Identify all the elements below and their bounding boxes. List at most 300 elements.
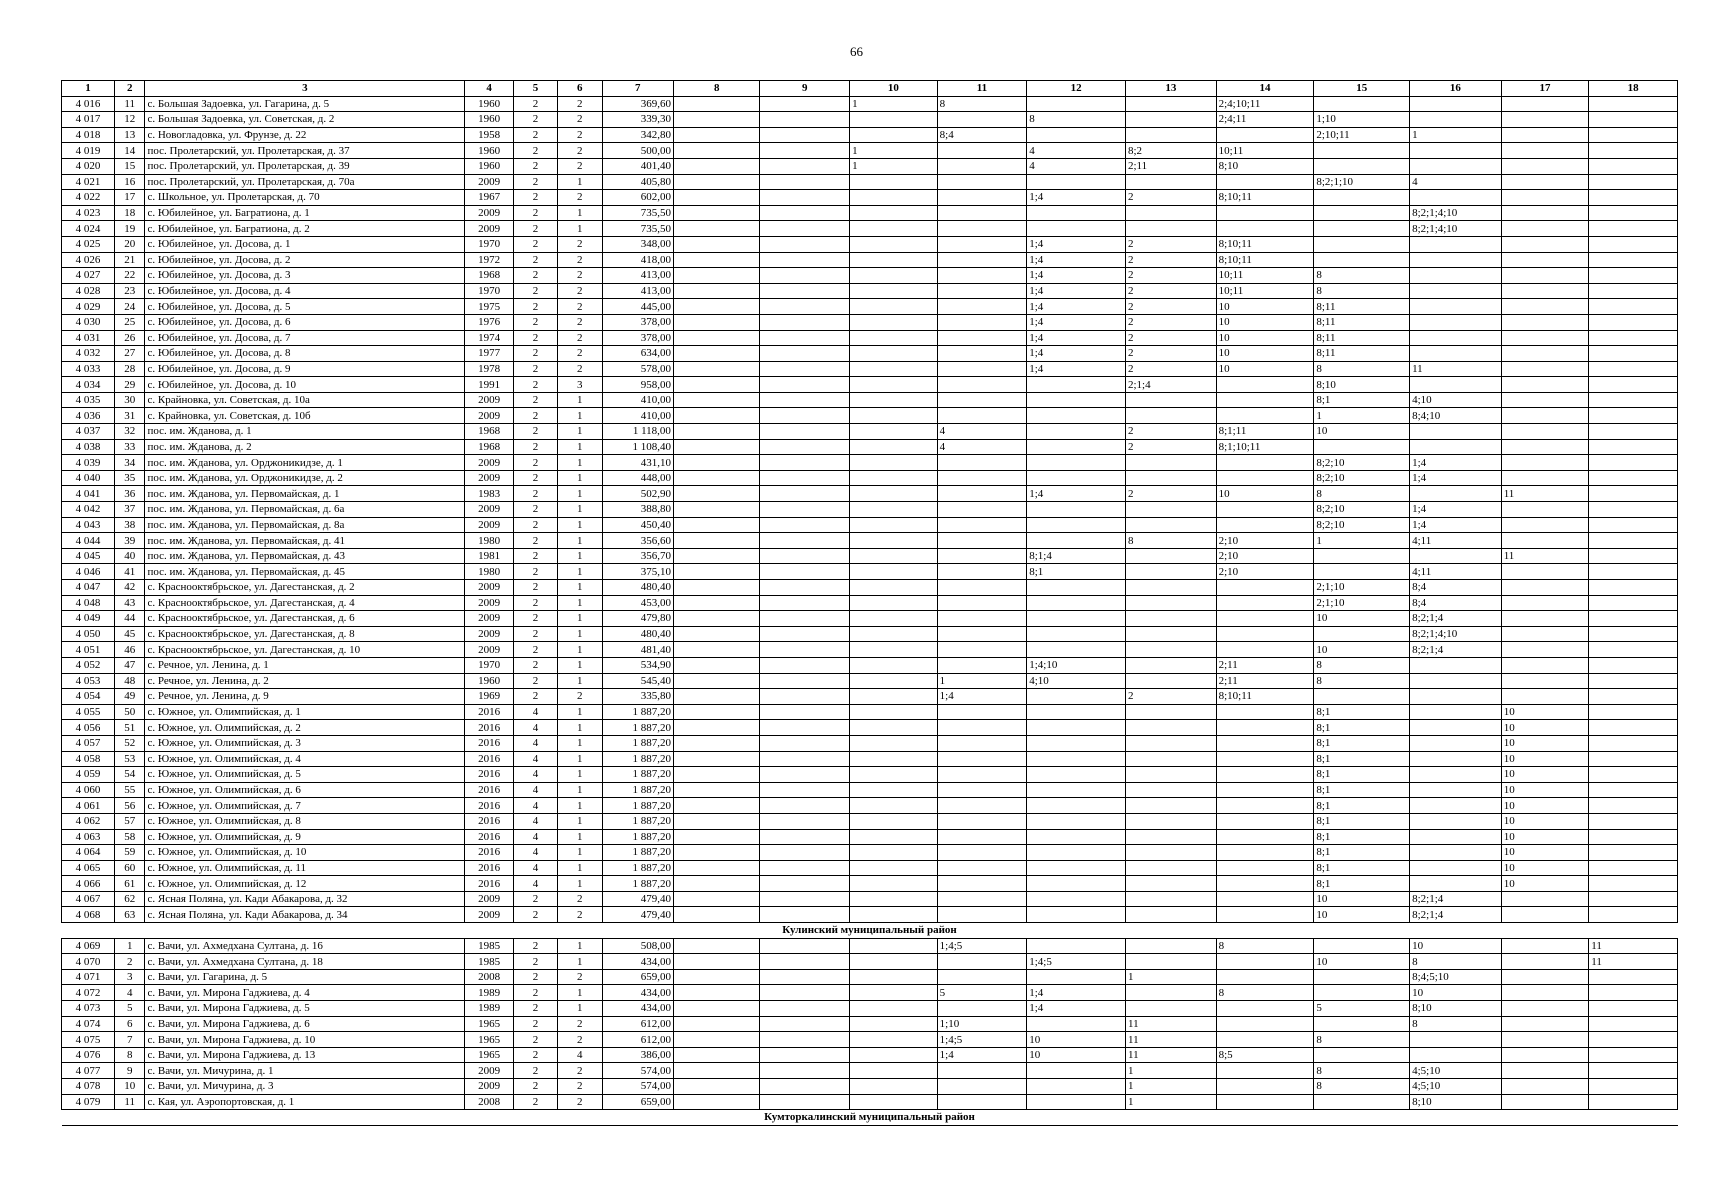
table-cell	[1126, 673, 1217, 689]
table-cell: 1;4	[1410, 455, 1502, 471]
table-cell: 8;1	[1314, 751, 1410, 767]
table-cell: 4 032	[62, 346, 115, 362]
table-cell	[1126, 860, 1217, 876]
table-cell	[850, 330, 938, 346]
table-cell	[1314, 158, 1410, 174]
table-cell: 1	[1314, 533, 1410, 549]
column-header: 8	[673, 81, 760, 97]
table-cell	[850, 1001, 938, 1017]
table-cell	[1314, 236, 1410, 252]
table-cell: 2	[557, 1079, 602, 1095]
table-cell: 8;4	[1410, 580, 1502, 596]
table-cell: пос. им. Жданова, ул. Первомайская, д. 6а	[145, 502, 465, 518]
table-cell: 11	[1126, 1047, 1217, 1063]
table-cell	[1216, 1063, 1314, 1079]
table-cell: 1;4	[1027, 299, 1126, 315]
table-cell: с. Большая Задоевка, ул. Советская, д. 2	[145, 112, 465, 128]
table-row	[62, 1094, 1678, 1110]
table-cell	[673, 720, 760, 736]
table-cell: 2	[514, 533, 558, 549]
table-cell	[1126, 96, 1217, 112]
table-cell: 4 020	[62, 158, 115, 174]
district-name: Кулинский муниципальный район	[62, 923, 1678, 939]
table-cell	[1410, 876, 1502, 892]
table-cell	[1216, 1001, 1314, 1017]
table-cell: с. Крайновка, ул. Советская, д. 10б	[145, 408, 465, 424]
table-cell	[1314, 1094, 1410, 1110]
table-cell: 10	[1501, 829, 1589, 845]
table-cell: 8	[1410, 954, 1502, 970]
table-cell	[1126, 657, 1217, 673]
table-cell: 2009	[465, 205, 514, 221]
table-cell	[1410, 829, 1502, 845]
table-cell: 30	[114, 392, 145, 408]
table-cell	[1027, 798, 1126, 814]
table-cell	[1216, 1079, 1314, 1095]
column-header: 3	[145, 81, 465, 97]
table-cell: 4	[514, 876, 558, 892]
table-cell: пос. им. Жданова, д. 1	[145, 424, 465, 440]
table-cell	[1126, 455, 1217, 471]
table-cell: 10	[1314, 954, 1410, 970]
table-cell	[850, 346, 938, 362]
table-cell	[1126, 782, 1217, 798]
table-cell	[760, 798, 850, 814]
table-cell	[1027, 1016, 1126, 1032]
table-cell	[1216, 876, 1314, 892]
table-cell	[1314, 143, 1410, 159]
table-cell	[1314, 1016, 1410, 1032]
table-cell: 1983	[465, 486, 514, 502]
table-cell	[673, 595, 760, 611]
table-cell: 4 026	[62, 252, 115, 268]
table-cell: 2;10;11	[1314, 127, 1410, 143]
table-cell: 8;4	[937, 127, 1027, 143]
table-cell: 1	[557, 1001, 602, 1017]
table-cell: 8	[1410, 1016, 1502, 1032]
table-cell: 4 049	[62, 611, 115, 627]
table-cell: 1989	[465, 1001, 514, 1017]
table-cell	[1501, 127, 1589, 143]
table-cell	[1410, 860, 1502, 876]
table-cell: 41	[114, 564, 145, 580]
table-cell	[850, 689, 938, 705]
table-cell	[673, 611, 760, 627]
table-cell: 2016	[465, 845, 514, 861]
table-cell: пос. Пролетарский, ул. Пролетарская, д. 39	[145, 158, 465, 174]
table-cell: 1	[1126, 1094, 1217, 1110]
table-cell	[1589, 1079, 1678, 1095]
table-cell: 4	[557, 1047, 602, 1063]
table-cell: 1981	[465, 548, 514, 564]
table-cell	[1501, 657, 1589, 673]
table-cell	[1027, 1079, 1126, 1095]
table-cell: 8;1	[1314, 704, 1410, 720]
table-cell: 4	[514, 845, 558, 861]
table-cell	[1126, 985, 1217, 1001]
table-cell: 4	[114, 985, 145, 1001]
table-cell	[850, 829, 938, 845]
table-cell: 8;2;1;4;10	[1410, 626, 1502, 642]
table-cell	[937, 657, 1027, 673]
table-cell	[1410, 158, 1502, 174]
table-cell	[1027, 938, 1126, 954]
table-cell	[1410, 751, 1502, 767]
table-cell	[1410, 439, 1502, 455]
table-cell: 1;4	[1027, 252, 1126, 268]
table-cell	[1216, 1094, 1314, 1110]
table-cell	[760, 470, 850, 486]
table-cell: 2	[514, 969, 558, 985]
table-cell: 8;10;11	[1216, 252, 1314, 268]
table-cell	[1501, 1047, 1589, 1063]
table-cell: 2	[514, 985, 558, 1001]
column-header: 14	[1216, 81, 1314, 97]
table-cell: 448,00	[602, 470, 673, 486]
table-cell	[1027, 860, 1126, 876]
table-cell: 8;1	[1314, 735, 1410, 751]
table-cell	[760, 143, 850, 159]
table-cell: 1	[557, 704, 602, 720]
table-cell: 2	[514, 486, 558, 502]
table-cell: 10	[1314, 611, 1410, 627]
table-cell: 4;5;10	[1410, 1063, 1502, 1079]
table-cell: 2	[514, 408, 558, 424]
table-cell	[1410, 767, 1502, 783]
table-cell: 2;10	[1216, 548, 1314, 564]
table-cell	[937, 642, 1027, 658]
table-cell: 8;10	[1410, 1094, 1502, 1110]
table-cell: 40	[114, 548, 145, 564]
table-cell: 1976	[465, 314, 514, 330]
table-cell: 2	[514, 673, 558, 689]
table-cell	[673, 517, 760, 533]
table-cell: 8	[1314, 657, 1410, 673]
table-cell	[760, 112, 850, 128]
table-cell: 10	[114, 1079, 145, 1095]
table-row	[62, 1063, 1678, 1079]
table-cell: 1989	[465, 985, 514, 1001]
table-cell: 1;4	[1027, 268, 1126, 284]
table-cell	[937, 782, 1027, 798]
table-cell	[760, 377, 850, 393]
table-cell: 4 073	[62, 1001, 115, 1017]
table-cell: 1980	[465, 533, 514, 549]
table-cell	[850, 470, 938, 486]
table-cell	[760, 845, 850, 861]
table-cell	[760, 735, 850, 751]
table-cell	[1410, 798, 1502, 814]
table-cell: 1	[557, 985, 602, 1001]
table-cell: 2	[1126, 299, 1217, 315]
table-cell: 1 887,20	[602, 767, 673, 783]
table-cell: 2	[514, 299, 558, 315]
table-cell: 10	[1501, 860, 1589, 876]
table-cell	[1501, 158, 1589, 174]
table-cell: 2	[514, 626, 558, 642]
table-cell: 2	[1126, 486, 1217, 502]
table-cell: с. Речное, ул. Ленина, д. 9	[145, 689, 465, 705]
table-cell	[760, 190, 850, 206]
table-cell: 10	[1501, 704, 1589, 720]
table-cell	[1216, 470, 1314, 486]
table-cell	[1589, 190, 1678, 206]
table-cell: 34	[114, 455, 145, 471]
table-cell	[1410, 112, 1502, 128]
table-cell	[1216, 704, 1314, 720]
table-cell	[1589, 689, 1678, 705]
table-cell: 4 034	[62, 377, 115, 393]
table-cell	[1501, 580, 1589, 596]
table-cell: 1	[557, 221, 602, 237]
table-cell: 8;11	[1314, 330, 1410, 346]
table-cell	[1589, 860, 1678, 876]
table-cell	[1126, 704, 1217, 720]
table-cell	[760, 1032, 850, 1048]
table-cell: 8	[1216, 938, 1314, 954]
table-cell	[1589, 236, 1678, 252]
table-cell: пос. им. Жданова, ул. Первомайская, д. 45	[145, 564, 465, 580]
table-cell	[1314, 190, 1410, 206]
table-cell: 55	[114, 782, 145, 798]
table-cell: 8;1	[1314, 392, 1410, 408]
table-cell	[1314, 969, 1410, 985]
table-cell	[937, 798, 1027, 814]
table-cell: 2009	[465, 891, 514, 907]
table-cell: 2	[514, 143, 558, 159]
table-cell: 57	[114, 813, 145, 829]
table-cell	[760, 1063, 850, 1079]
table-cell	[673, 96, 760, 112]
table-cell: 405,80	[602, 174, 673, 190]
table-cell: 8	[1314, 283, 1410, 299]
table-cell	[1216, 1016, 1314, 1032]
table-cell	[1216, 829, 1314, 845]
table-cell	[1216, 782, 1314, 798]
table-cell	[1589, 283, 1678, 299]
table-cell	[1589, 813, 1678, 829]
table-cell	[850, 268, 938, 284]
table-cell	[1126, 502, 1217, 518]
table-row	[62, 236, 1678, 252]
table-cell: 1;4	[1410, 517, 1502, 533]
table-cell: 1	[557, 860, 602, 876]
table-cell: 602,00	[602, 190, 673, 206]
table-row	[62, 767, 1678, 783]
table-cell: 10	[1216, 486, 1314, 502]
table-cell: 47	[114, 657, 145, 673]
table-cell: 2	[514, 1079, 558, 1095]
table-cell: 4 053	[62, 673, 115, 689]
table-cell	[850, 845, 938, 861]
table-cell	[1589, 548, 1678, 564]
table-cell: 2	[557, 1063, 602, 1079]
table-cell: 38	[114, 517, 145, 533]
table-cell: 1968	[465, 268, 514, 284]
table-cell	[1216, 891, 1314, 907]
table-cell: 2	[514, 1063, 558, 1079]
table-cell: 2	[1126, 346, 1217, 362]
table-cell	[1216, 595, 1314, 611]
table-row	[62, 96, 1678, 112]
table-cell: с. Южное, ул. Олимпийская, д. 9	[145, 829, 465, 845]
table-cell: 2	[514, 252, 558, 268]
table-cell	[760, 985, 850, 1001]
table-cell: 4 025	[62, 236, 115, 252]
table-cell: 4;11	[1410, 564, 1502, 580]
table-cell	[673, 860, 760, 876]
table-cell	[1589, 455, 1678, 471]
table-cell: 4 045	[62, 548, 115, 564]
table-cell: 59	[114, 845, 145, 861]
table-cell: 1960	[465, 112, 514, 128]
table-cell	[1589, 439, 1678, 455]
table-cell	[673, 829, 760, 845]
table-cell	[1027, 704, 1126, 720]
table-cell	[937, 829, 1027, 845]
table-cell: 1 887,20	[602, 782, 673, 798]
table-cell	[760, 517, 850, 533]
table-cell: 8;1;4	[1027, 548, 1126, 564]
table-cell	[850, 127, 938, 143]
table-cell: 2	[514, 377, 558, 393]
table-cell: 1 887,20	[602, 704, 673, 720]
table-cell: 1960	[465, 673, 514, 689]
table-cell: 2	[514, 1001, 558, 1017]
table-row	[62, 782, 1678, 798]
table-cell	[760, 580, 850, 596]
table-cell	[1027, 751, 1126, 767]
table-cell: 1985	[465, 954, 514, 970]
table-cell: 4 079	[62, 1094, 115, 1110]
table-cell: 1 887,20	[602, 798, 673, 814]
table-cell: 10	[1027, 1032, 1126, 1048]
table-cell: 1	[557, 595, 602, 611]
table-cell	[1589, 96, 1678, 112]
table-cell	[760, 782, 850, 798]
table-row	[62, 346, 1678, 362]
table-cell	[1501, 408, 1589, 424]
table-cell: с. Южное, ул. Олимпийская, д. 12	[145, 876, 465, 892]
table-cell: 1	[557, 642, 602, 658]
table-cell: с. Вачи, ул. Мичурина, д. 3	[145, 1079, 465, 1095]
table-cell: 2	[514, 127, 558, 143]
table-cell: 2016	[465, 782, 514, 798]
table-cell	[673, 486, 760, 502]
table-cell	[850, 377, 938, 393]
table-cell: с. Юбилейное, ул. Досова, д. 7	[145, 330, 465, 346]
table-cell	[1314, 689, 1410, 705]
table-cell: 545,40	[602, 673, 673, 689]
table-cell: 2	[514, 283, 558, 299]
table-row	[62, 439, 1678, 455]
table-cell	[850, 486, 938, 502]
table-cell: 1965	[465, 1047, 514, 1063]
table-cell	[1314, 96, 1410, 112]
table-cell	[760, 221, 850, 237]
table-cell	[760, 1094, 850, 1110]
table-cell	[1410, 1047, 1502, 1063]
table-cell	[760, 907, 850, 923]
table-cell: 4	[937, 439, 1027, 455]
table-cell	[1501, 205, 1589, 221]
table-cell	[1027, 907, 1126, 923]
table-cell	[1501, 985, 1589, 1001]
table-cell	[1501, 439, 1589, 455]
table-cell: 1	[850, 143, 938, 159]
table-cell	[1589, 798, 1678, 814]
table-cell: 15	[114, 158, 145, 174]
table-cell	[1589, 829, 1678, 845]
table-cell	[1126, 642, 1217, 658]
table-cell	[1314, 205, 1410, 221]
table-cell: 4	[1027, 143, 1126, 159]
table-cell: 735,50	[602, 205, 673, 221]
table-cell	[1589, 470, 1678, 486]
table-cell	[1410, 689, 1502, 705]
table-cell	[1589, 392, 1678, 408]
table-cell: 1	[557, 517, 602, 533]
table-cell: 1;4	[1027, 330, 1126, 346]
table-cell: с. Вачи, ул. Мичурина, д. 1	[145, 1063, 465, 1079]
table-row	[62, 112, 1678, 128]
table-cell: 1	[557, 392, 602, 408]
table-cell	[1589, 845, 1678, 861]
table-cell	[1589, 751, 1678, 767]
table-cell: 8;1	[1314, 720, 1410, 736]
table-cell	[673, 1032, 760, 1048]
table-cell	[1501, 283, 1589, 299]
table-cell: 8;2;1;4;10	[1410, 205, 1502, 221]
table-cell: 4	[514, 704, 558, 720]
table-cell	[1589, 969, 1678, 985]
table-cell: 1;4	[1410, 502, 1502, 518]
table-cell: 4	[514, 782, 558, 798]
table-row	[62, 548, 1678, 564]
table-cell	[1126, 767, 1217, 783]
table-cell	[1589, 1001, 1678, 1017]
table-cell: 10	[1216, 361, 1314, 377]
table-cell	[1589, 1047, 1678, 1063]
table-cell: 10	[1314, 642, 1410, 658]
table-cell: 4 018	[62, 127, 115, 143]
table-cell	[850, 595, 938, 611]
table-cell: 434,00	[602, 1001, 673, 1017]
table-cell: 369,60	[602, 96, 673, 112]
table-cell	[760, 486, 850, 502]
table-cell: 45	[114, 626, 145, 642]
table-cell: 31	[114, 408, 145, 424]
table-cell: 10	[1216, 314, 1314, 330]
table-cell: 1965	[465, 1016, 514, 1032]
table-cell: 479,80	[602, 611, 673, 627]
table-cell	[673, 580, 760, 596]
table-cell	[1027, 969, 1126, 985]
table-cell	[1126, 626, 1217, 642]
table-cell	[850, 392, 938, 408]
table-cell: 4;11	[1410, 533, 1502, 549]
table-cell: 2;4;10;11	[1216, 96, 1314, 112]
table-cell: 1	[557, 174, 602, 190]
table-cell	[1589, 205, 1678, 221]
table-cell	[1501, 1094, 1589, 1110]
table-cell: 4 021	[62, 174, 115, 190]
table-cell: 10	[1314, 891, 1410, 907]
table-cell	[937, 813, 1027, 829]
table-cell: 4 035	[62, 392, 115, 408]
table-cell	[1410, 486, 1502, 502]
table-cell: 49	[114, 689, 145, 705]
